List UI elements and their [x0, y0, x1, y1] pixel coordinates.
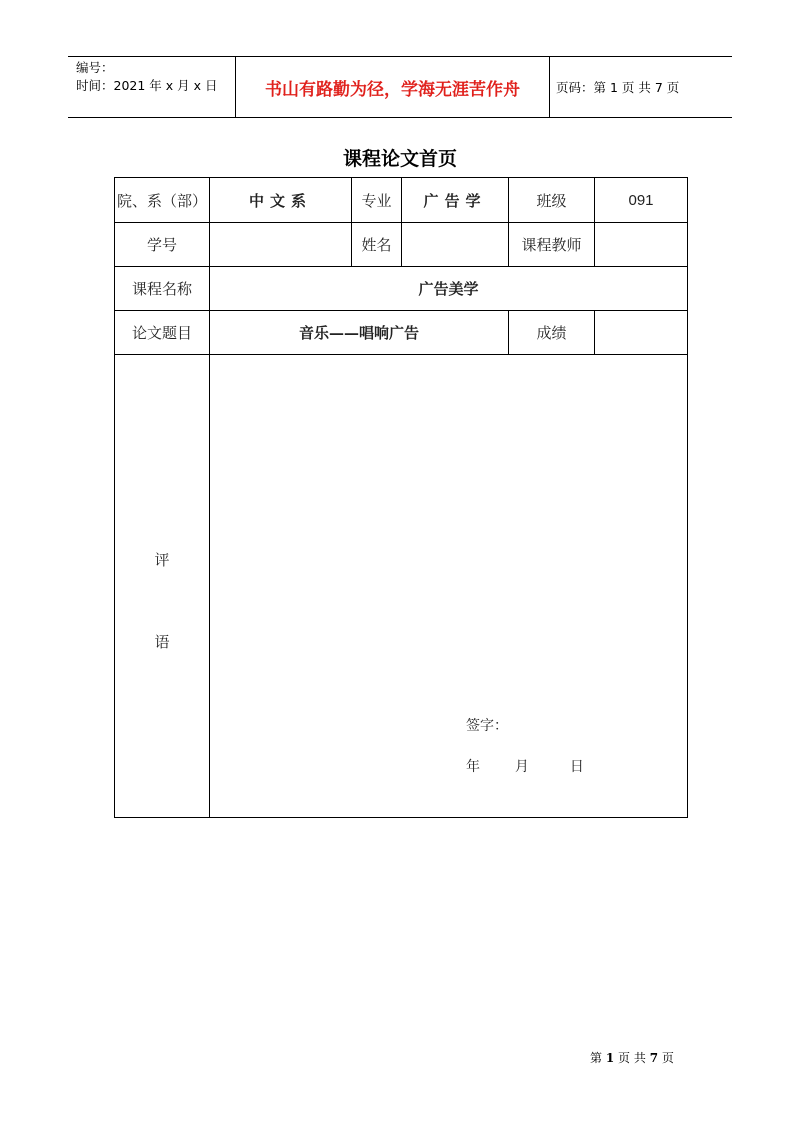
name-value[interactable]	[402, 223, 509, 267]
page-title: 课程论文首页	[342, 148, 457, 170]
page-header	[68, 56, 732, 118]
form-row-student	[115, 223, 688, 267]
student-id-label: 学号	[115, 223, 210, 267]
comment-label-2: 语	[154, 633, 170, 651]
sign-label: 签字：	[466, 718, 508, 734]
footer-page: 1	[605, 1051, 615, 1065]
student-id-value[interactable]	[210, 223, 352, 267]
header-info	[68, 57, 236, 117]
dept-label: 院、系（部）	[115, 178, 210, 223]
date-line	[466, 756, 584, 776]
date-day: 日	[569, 759, 584, 775]
teacher-label: 课程教师	[509, 223, 595, 267]
date-month: 月	[514, 759, 529, 775]
form-row-paper	[115, 311, 688, 355]
major-value[interactable]: 广告学	[402, 178, 509, 223]
major-label: 专业	[352, 178, 402, 223]
comment-label-1: 评	[154, 551, 170, 569]
course-value[interactable]: 广告美学	[210, 267, 688, 311]
comment-box[interactable]	[210, 355, 688, 818]
footer-suffix: 页	[661, 1051, 674, 1065]
paper-value[interactable]: 音乐——唱响广告	[210, 311, 509, 355]
paper-label: 论文题目	[115, 311, 210, 355]
form-row-course	[115, 267, 688, 311]
cover-form	[114, 177, 688, 818]
page-indicator: 页码：第 1 页 共 7 页	[556, 80, 680, 95]
grade-value[interactable]	[595, 311, 688, 355]
form-row-comment	[115, 355, 688, 818]
motto: 书山有路勤为径，学海无涯苦作舟	[236, 57, 550, 117]
class-value[interactable]: 091	[595, 178, 688, 223]
time-label: 时间：2021 年 x 月 x 日	[76, 78, 218, 93]
grade-label: 成绩	[509, 311, 595, 355]
dept-value[interactable]: 中文系	[210, 178, 352, 223]
page-footer	[590, 1049, 674, 1066]
name-label: 姓名	[352, 223, 402, 267]
footer-mid: 页 共	[618, 1051, 646, 1065]
footer-prefix: 第	[590, 1051, 603, 1065]
footer-total: 7	[649, 1051, 659, 1065]
comment-label	[115, 355, 210, 818]
form-row-dept	[115, 178, 688, 223]
number-label: 编号：	[76, 60, 114, 75]
class-label: 班级	[509, 178, 595, 223]
course-label: 课程名称	[115, 267, 210, 311]
teacher-value[interactable]	[595, 223, 688, 267]
date-year: 年	[466, 759, 480, 775]
